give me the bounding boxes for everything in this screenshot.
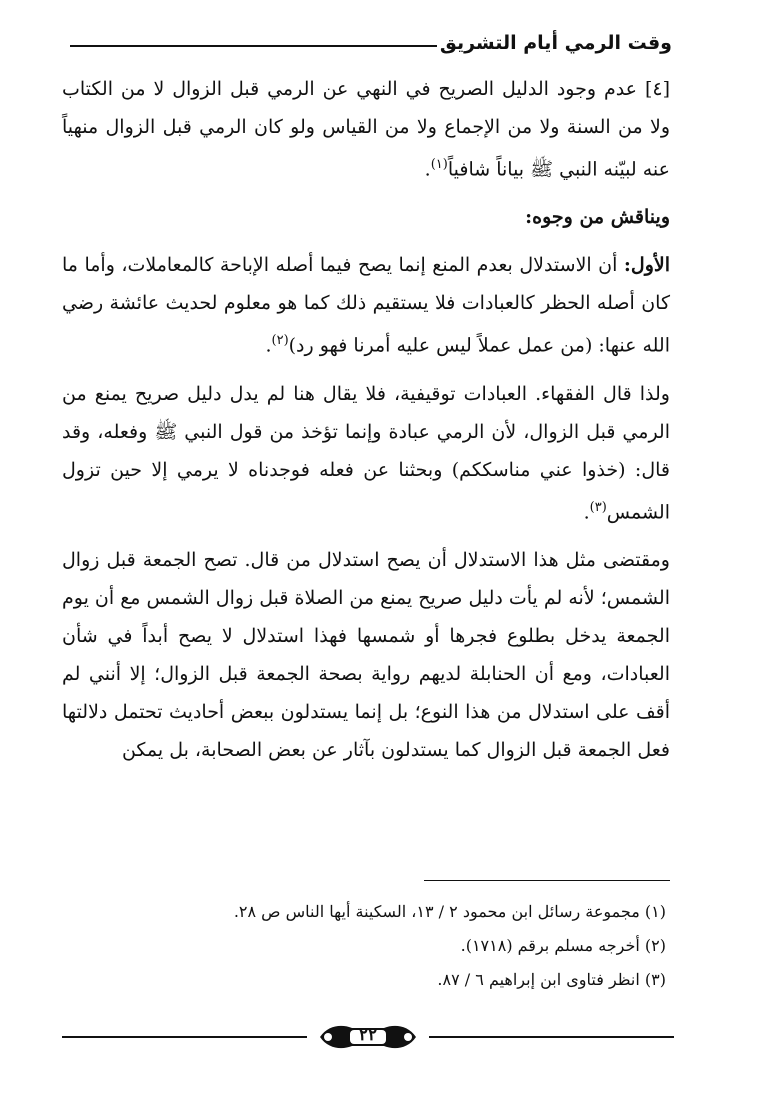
footnote-1: (١) مجموعة رسائل ابن محمود ٢ / ١٣، السكينة أيها الناس ص ٢٨. (233, 902, 666, 921)
lead-word: الأول: (623, 254, 670, 277)
footnote-ref-3: (٣) (589, 499, 607, 515)
paragraph-text: أن الاستدلال بعدم المنع إنما يصح فيما أصله الإباحة كالمعاملات، وأما ما كان أصله الحظر كالعبادات فلا يستقيم ذلك كما هو معلوم لحديث عائشة رضي الله عنها: (من عمل عملاً ليس عليه أمرنا فهو رد) (62, 254, 670, 357)
paragraph-jurists: ولذا قال الفقهاء. العبادات توقيفية، فلا يقال هنا لم يدل دليل صريح يمنع من الرمي قبل الزوال، لأن الرمي عبادة وإنما تؤخذ من قول النبي ﷺ وفعله، وقد قال: (خذوا عني مناسككم) وبحثنا عن فعله فوجدناه لا يرمي إلا حين تزول الشمس$^{(٣)}$. (62, 382, 670, 523)
header-title: وقت الرمي أيام التشريق (439, 32, 672, 54)
footer-rule-right (429, 1036, 674, 1038)
footer-rule-left (62, 1036, 307, 1038)
footnote-ref-1: (١) (430, 157, 448, 172)
footnote-separator (424, 880, 670, 881)
footnote-ref-2: (٢) (271, 333, 289, 349)
page-number: ٢٢ (358, 1025, 378, 1045)
main-text (62, 70, 670, 779)
header-rule (70, 45, 437, 47)
paragraph-text: [٤] عدم وجود الدليل الصريح في النهي عن الرمي قبل الزوال لا من الكتاب ولا من السنة ولا من الإجماع ولا من القياس ولو كان الرمي قبل الزوال منهياً عنه لبيّنه النبي ﷺ بياناً شافياً (62, 78, 670, 181)
paragraph-analogy: ومقتضى مثل هذا الاستدلال أن يصح استدلال من قال. تصح الجمعة قبل زوال الشمس؛ لأنه لم يأت دليل صريح يمنع من الصلاة قبل زوال الشمس مع أن يوم الجمعة يدخل بطلوع فجرها أو شمسها فهذا استدلال لا يصح أبداً في شأن العبادات، ومع أن الحنابلة لديهم رواية بصحة الجمعة قبل الزوال؛ إلا أنني لم أقف على استدلال من هذا النوع؛ بل إنما يستدلون ببعض أحاديث تحتمل دلالتها فعل الجمعة قبل الزوال كما يستدلون بآثار عن بعض الصحابة، بل يمكن (62, 548, 670, 761)
page-footer (62, 1012, 674, 1060)
paragraph-text: ولذا قال الفقهاء. العبادات توقيفية، فلا يقال هنا لم يدل دليل صريح يمنع من الرمي قبل الزوال، لأن الرمي عبادة وإنما تؤخذ من قول النبي ﷺ وفعله، وقد قال: (خذوا عني مناسككم) وبحثنا عن فعله فوجدناه لا يرمي إلا حين تزول الشمس (62, 382, 670, 523)
paragraph-first-response: الأول: أن الاستدلال بعدم المنع إنما يصح فيما أصله الإباحة كالمعاملات، وأما ما كان أصله الحظر كالعبادات فلا يستقيم ذلك كما هو معلوم لحديث عائشة رضي الله عنها: (من عمل عملاً ليس عليه أمرنا فهو رد)$^{(٢)}$. (62, 254, 670, 357)
footnote-2: (٢) أخرجه مسلم برقم (١٧١٨). (460, 936, 666, 955)
running-header (70, 30, 672, 60)
footnote-3: (٣) انظر فتاوى ابن إبراهيم ٦ / ٨٧. (437, 970, 666, 989)
footnotes (70, 895, 666, 997)
discussion-heading: ويناقش من وجوه: (525, 206, 670, 229)
paragraph-evidence-4: [٤] عدم وجود الدليل الصريح في النهي عن الرمي قبل الزوال لا من الكتاب ولا من السنة ولا من الإجماع ولا من القياس ولو كان الرمي قبل الزوال منهياً عنه لبيّنه النبي ﷺ بياناً شافياً$^{(١)}$. (62, 78, 670, 181)
